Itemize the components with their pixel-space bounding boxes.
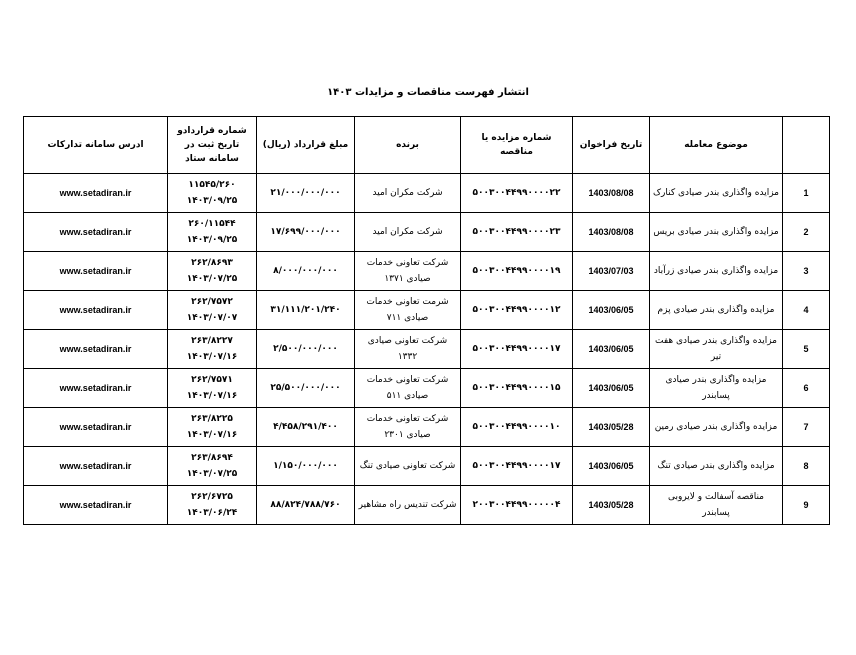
row-site-link[interactable]: www.setadiran.ir: [24, 213, 168, 252]
row-call-date: 1403/06/05: [573, 330, 650, 369]
row-winner: شرکت تعاونی صیادی تنگ: [355, 447, 461, 486]
row-tender-number: ۵۰۰۳۰۰۴۴۹۹۰۰۰۰۲۲: [461, 174, 573, 213]
header-winner: برنده: [355, 117, 461, 174]
header-row: [24, 117, 830, 174]
row-subject: مزایده واگذاری بندر صیادی رمین: [650, 408, 783, 447]
row-call-date: 1403/06/05: [573, 369, 650, 408]
row-amount: ۳۱/۱۱۱/۲۰۱/۲۴۰: [257, 291, 355, 330]
row-contract: [168, 447, 257, 486]
row-subject: مزایده واگذاری بندر صیادی هفت تیر: [650, 330, 783, 369]
tender-table: [23, 116, 830, 525]
row-subject: مزایده واگذاری بندر صیادی تنگ: [650, 447, 783, 486]
row-tender-number: ۲۰۰۳۰۰۴۴۹۹۰۰۰۰۰۴: [461, 486, 573, 525]
row-number: 7: [783, 408, 830, 447]
row-tender-number: ۵۰۰۳۰۰۴۴۹۹۰۰۰۰۱۰: [461, 408, 573, 447]
header-amount: مبلغ قرارداد (ریال): [257, 117, 355, 174]
row-amount: ۴/۴۵۸/۲۹۱/۴۰۰: [257, 408, 355, 447]
table-row: [24, 486, 830, 525]
header-subject: موضوع معامله: [650, 117, 783, 174]
row-contract-number: ۱۱۵۴۵/۲۶۰: [188, 180, 236, 190]
row-contract: [168, 174, 257, 213]
row-call-date: 1403/07/03: [573, 252, 650, 291]
row-number: 1: [783, 174, 830, 213]
row-tender-number: ۵۰۰۳۰۰۴۴۹۹۰۰۰۰۱۲: [461, 291, 573, 330]
row-winner: شرکت تندیس راه مشاهیر: [355, 486, 461, 525]
row-site-link[interactable]: www.setadiran.ir: [24, 252, 168, 291]
row-winner: شرکت مکران امید: [355, 213, 461, 252]
row-contract-date: ۱۴۰۳/۰۶/۲۴: [186, 508, 238, 518]
row-amount: ۲/۵۰۰/۰۰۰/۰۰۰: [257, 330, 355, 369]
header-contract: [168, 117, 257, 174]
table-row: [24, 291, 830, 330]
header-contract-line: سامانه ستاد: [185, 154, 239, 164]
row-winner: شرکت تعاونی صیادی ۱۳۳۲: [355, 330, 461, 369]
header-contract-line: تاریخ ثبت در: [184, 140, 240, 150]
row-contract: [168, 369, 257, 408]
row-number: 4: [783, 291, 830, 330]
header-site: ادرس سامانه تدارکات: [24, 117, 168, 174]
row-call-date: 1403/05/28: [573, 486, 650, 525]
row-amount: ۱/۱۵۰/۰۰۰/۰۰۰: [257, 447, 355, 486]
row-subject: مزایده واگذاری بندر صیادی زرآباد: [650, 252, 783, 291]
header-call-date: تاریخ فراخوان: [573, 117, 650, 174]
row-contract-number: ۲۶۳/۸۲۲۵: [191, 414, 233, 424]
table-row: [24, 174, 830, 213]
row-number: 5: [783, 330, 830, 369]
row-winner: شرمت تعاونی خدمات صیادی ۷۱۱: [355, 291, 461, 330]
row-site-link[interactable]: www.setadiran.ir: [24, 486, 168, 525]
row-amount: ۲۱/۰۰۰/۰۰۰/۰۰۰: [257, 174, 355, 213]
row-number: 2: [783, 213, 830, 252]
row-contract: [168, 213, 257, 252]
row-number: 3: [783, 252, 830, 291]
row-contract-number: ۲۶۲/۸۶۹۳: [191, 258, 233, 268]
row-contract: [168, 486, 257, 525]
row-subject: مزایده واگذاری بندر صیادی کنارک: [650, 174, 783, 213]
row-winner: شرکت مکران امید: [355, 174, 461, 213]
row-site-link[interactable]: www.setadiran.ir: [24, 291, 168, 330]
row-call-date: 1403/08/08: [573, 213, 650, 252]
row-call-date: 1403/08/08: [573, 174, 650, 213]
row-call-date: 1403/05/28: [573, 408, 650, 447]
header-tender-number: شماره مزایده یا مناقصه: [461, 117, 573, 174]
row-number: 8: [783, 447, 830, 486]
row-call-date: 1403/06/05: [573, 447, 650, 486]
row-number: 6: [783, 369, 830, 408]
table-row: [24, 447, 830, 486]
row-subject: مزایده واگذاری بندر صیادی پزم: [650, 291, 783, 330]
row-site-link[interactable]: www.setadiran.ir: [24, 330, 168, 369]
row-contract-number: ۲۶۲/۷۵۷۱: [191, 375, 233, 385]
row-contract-date: ۱۴۰۳/۰۷/۲۵: [186, 274, 238, 284]
row-tender-number: ۵۰۰۳۰۰۴۴۹۹۰۰۰۰۱۵: [461, 369, 573, 408]
row-tender-number: ۵۰۰۳۰۰۴۴۹۹۰۰۰۰۲۳: [461, 213, 573, 252]
row-subject: مزایده واگذاری بندر صیادی پسابندر: [650, 369, 783, 408]
row-amount: ۸۸/۸۲۴/۷۸۸/۷۶۰: [257, 486, 355, 525]
row-contract: [168, 408, 257, 447]
table-row: [24, 330, 830, 369]
table-row: [24, 408, 830, 447]
row-amount: ۸/۰۰۰/۰۰۰/۰۰۰: [257, 252, 355, 291]
row-contract-date: ۱۴۰۳/۰۷/۱۶: [186, 391, 238, 401]
table-row: [24, 252, 830, 291]
header-contract-line: شماره قراردادو: [177, 126, 247, 136]
row-tender-number: ۵۰۰۳۰۰۴۴۹۹۰۰۰۰۱۷: [461, 447, 573, 486]
row-amount: ۱۷/۶۹۹/۰۰۰/۰۰۰: [257, 213, 355, 252]
row-contract: [168, 330, 257, 369]
row-tender-number: ۵۰۰۳۰۰۴۴۹۹۰۰۰۰۱۷: [461, 330, 573, 369]
row-contract-date: ۱۴۰۳/۰۷/۰۷: [186, 313, 238, 323]
row-contract: [168, 252, 257, 291]
row-site-link[interactable]: www.setadiran.ir: [24, 447, 168, 486]
row-tender-number: ۵۰۰۳۰۰۴۴۹۹۰۰۰۰۱۹: [461, 252, 573, 291]
row-contract-date: ۱۴۰۳/۰۷/۱۶: [186, 430, 238, 440]
row-site-link[interactable]: www.setadiran.ir: [24, 408, 168, 447]
row-contract-number: ۲۶۰/۱۱۵۴۴: [188, 219, 236, 229]
row-contract-date: ۱۴۰۳/۰۹/۲۵: [186, 235, 238, 245]
row-contract-date: ۱۴۰۳/۰۷/۲۵: [186, 469, 238, 479]
row-contract-number: ۲۶۳/۸۶۹۴: [191, 453, 233, 463]
row-number: 9: [783, 486, 830, 525]
row-contract-number: ۲۶۳/۸۲۲۷: [191, 336, 233, 346]
table-row: [24, 369, 830, 408]
row-subject: مناقصه آسفالت و لایروبی پسابندر: [650, 486, 783, 525]
row-contract-number: ۲۶۲/۷۵۷۲: [191, 297, 233, 307]
row-subject: مزایده واگذاری بندر صیادی بریس: [650, 213, 783, 252]
table-row: [24, 213, 830, 252]
row-site-link[interactable]: www.setadiran.ir: [24, 369, 168, 408]
row-contract: [168, 291, 257, 330]
page-title: انتشار فهرست مناقصات و مزایدات ۱۴۰۳: [327, 87, 529, 98]
row-contract-date: ۱۴۰۳/۰۹/۲۵: [186, 196, 238, 206]
row-contract-number: ۲۶۲/۶۷۲۵: [191, 492, 233, 502]
row-site-link[interactable]: www.setadiran.ir: [24, 174, 168, 213]
header-row-number: [783, 117, 830, 174]
row-contract-date: ۱۴۰۳/۰۷/۱۶: [186, 352, 238, 362]
row-amount: ۲۵/۵۰۰/۰۰۰/۰۰۰: [257, 369, 355, 408]
row-winner: شرکت تعاونی خدمات صیادی ۵۱۱: [355, 369, 461, 408]
row-winner: شرکت تعاونی خدمات صیادی ۲۳۰۱: [355, 408, 461, 447]
row-call-date: 1403/06/05: [573, 291, 650, 330]
row-winner: شرکت تعاونی خدمات صیادی ۱۳۷۱: [355, 252, 461, 291]
